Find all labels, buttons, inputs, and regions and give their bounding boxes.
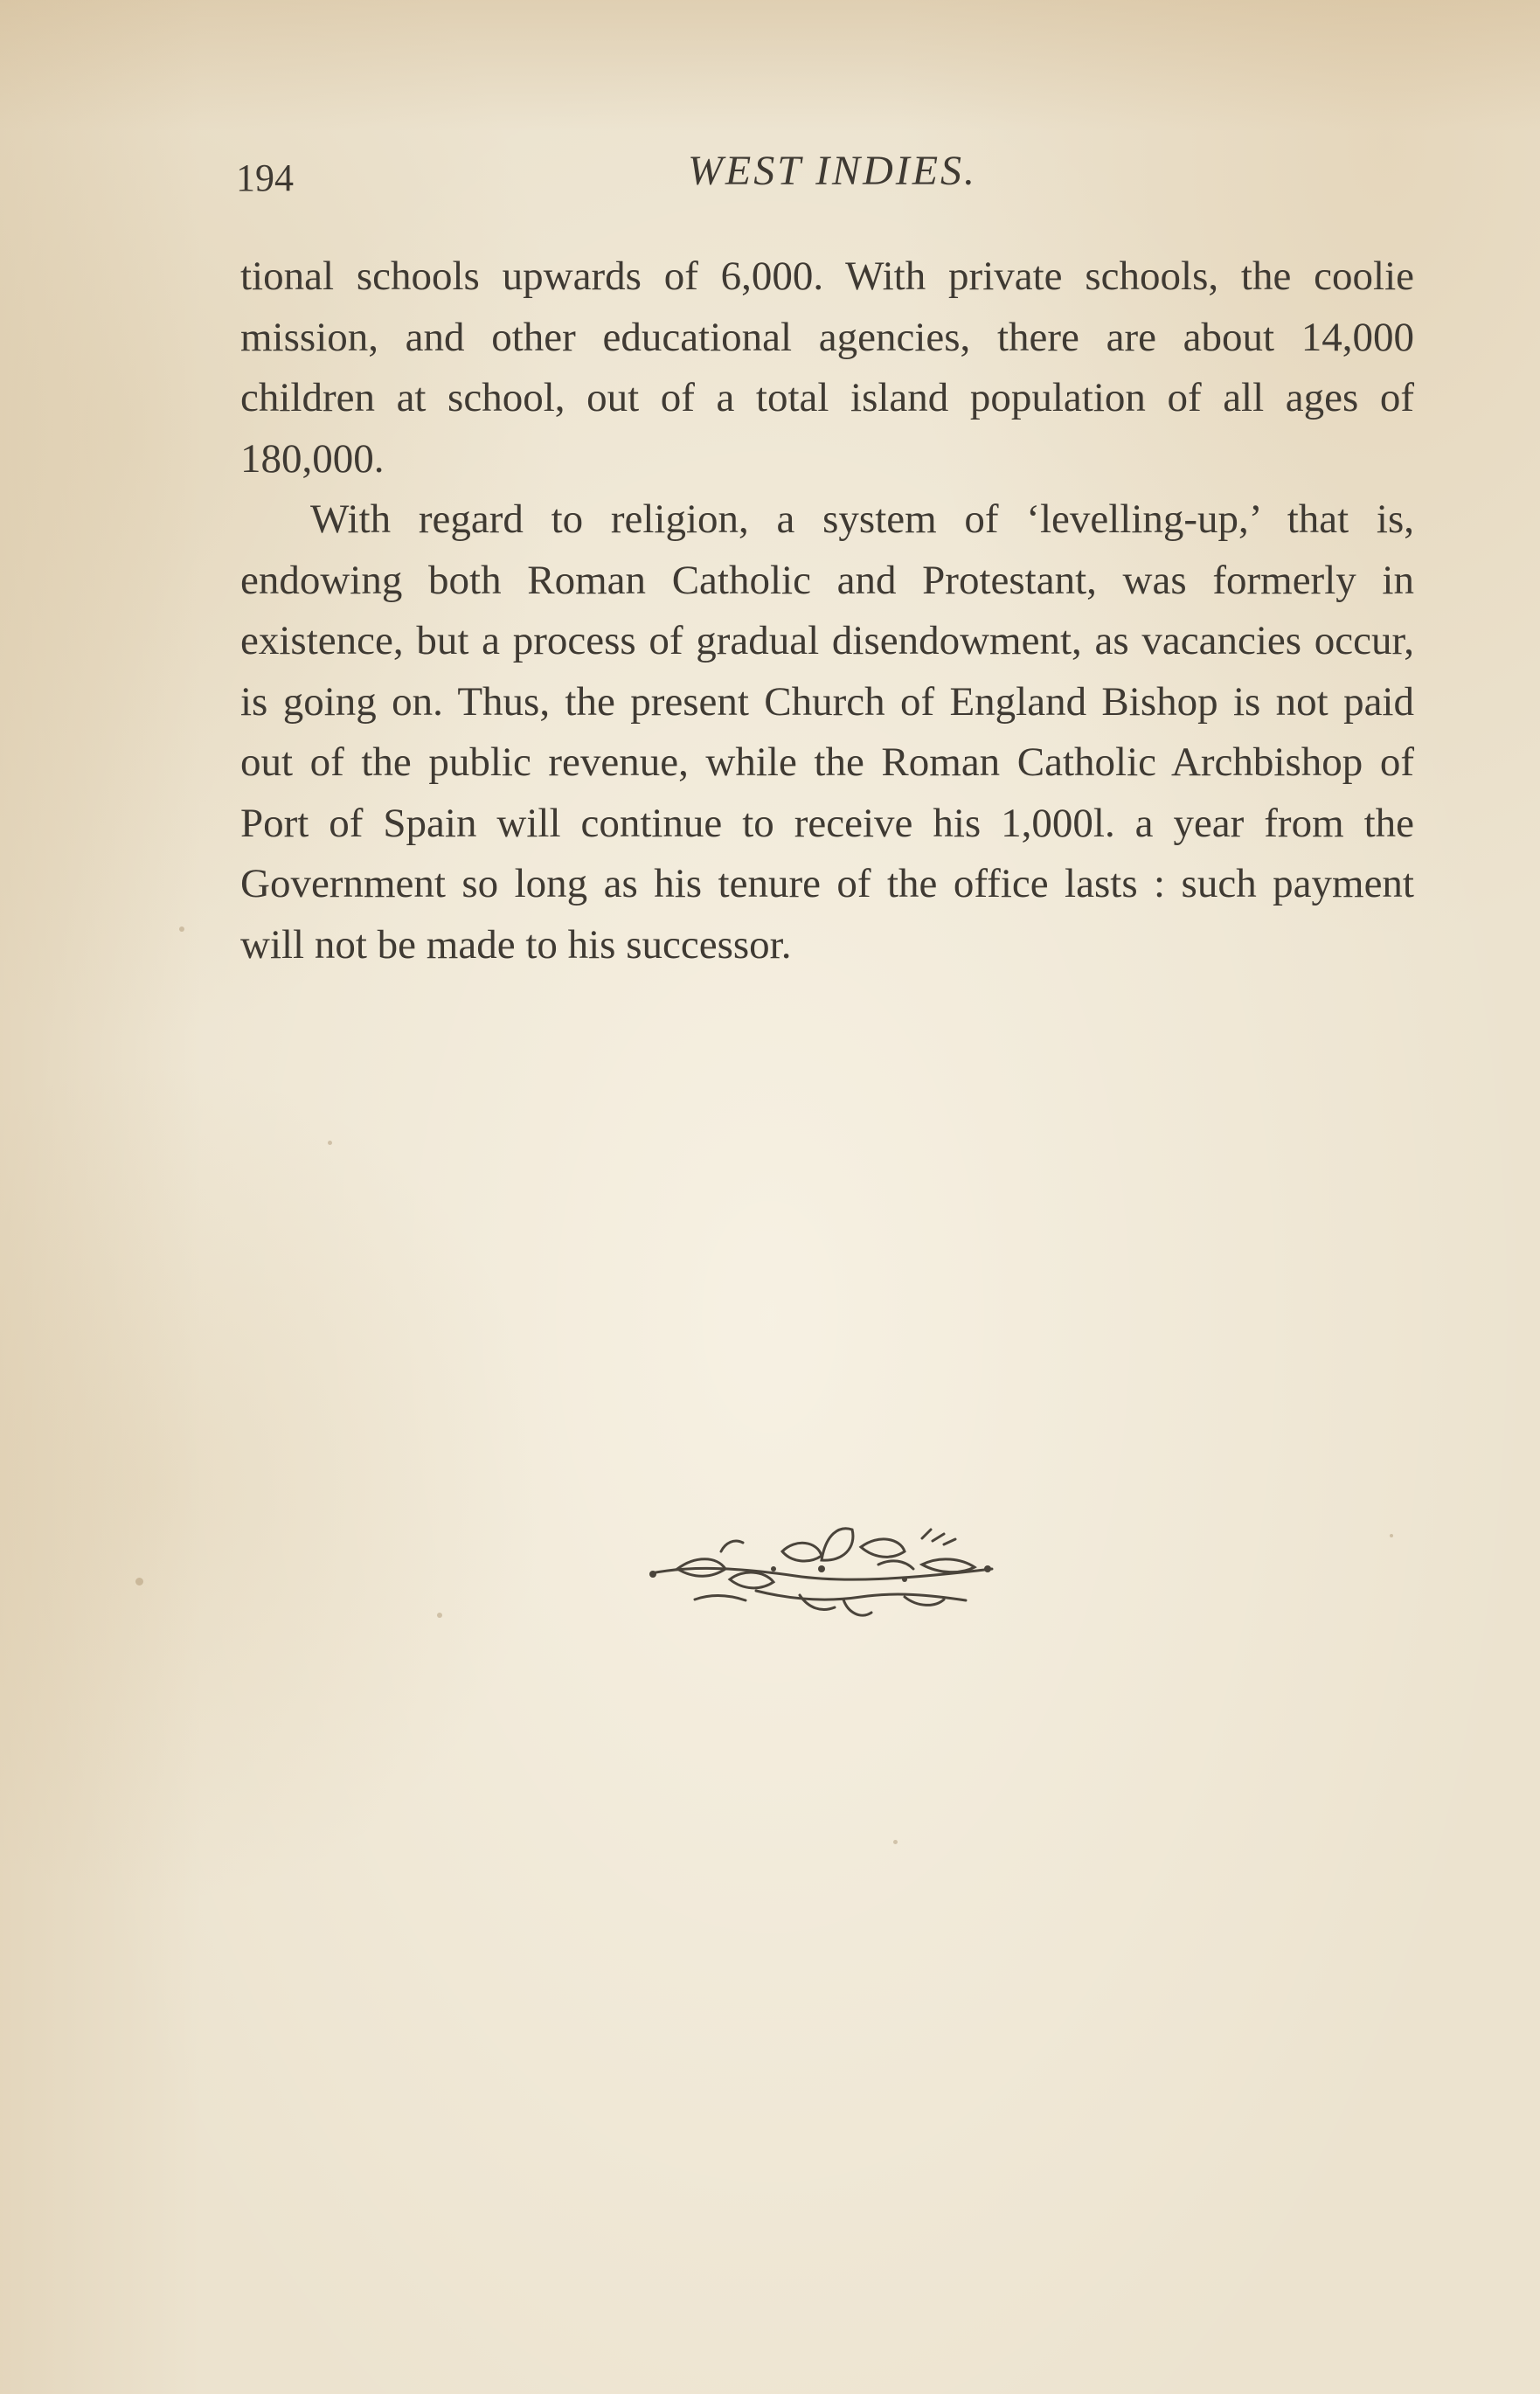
paper-speck: [1390, 1534, 1393, 1537]
paper-stain-top: [0, 0, 1540, 131]
running-title: WEST INDIES.: [687, 148, 978, 194]
paragraph: With regard to religion, a system of ‘levelling-up,’ that is, endowing both Roman Catholic and Protestant, was formerly in existence, but a process of gradual disendowment, as vacancies occur, is going on. Thus, the present Church of England Bishop is not paid out of the public revenue, while the Roman Catholic Archbishop of Port of Spain will continue to receive his 1,000l. a year from the Government so long as his tenure of the office lasts : such payment will not be made to his successor.: [240, 496, 1414, 968]
paper-speck: [179, 926, 184, 932]
page-number: 194: [236, 156, 294, 199]
body-text: [240, 246, 1414, 975]
paper-speck: [328, 1141, 332, 1145]
paragraph: tional schools upwards of 6,000. With private schools, the coolie mission, and other educational agencies, there are about 14,000 children at school, out of a total island population of all ages of 180,000.: [240, 253, 1414, 482]
paper-speck: [135, 1578, 143, 1586]
floral-tailpiece-icon: [642, 1516, 1009, 1630]
paper-speck: [893, 1840, 898, 1844]
paper-stain-left: [0, 0, 201, 2394]
paper-speck: [437, 1613, 442, 1618]
